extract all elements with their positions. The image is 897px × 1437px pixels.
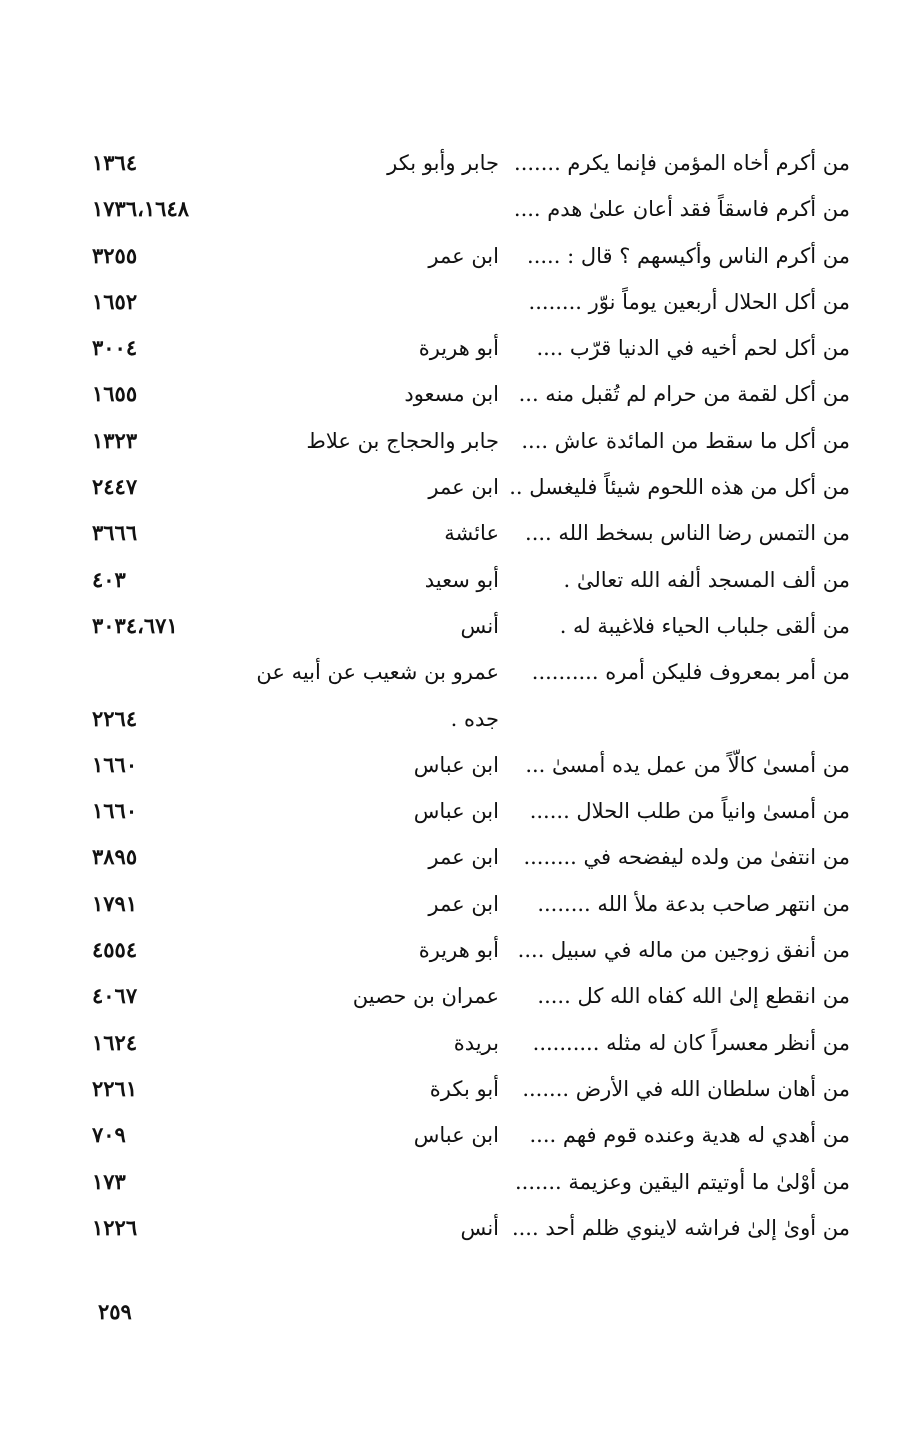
narrator-name: بريدة: [453, 1030, 499, 1055]
index-row: [0, 881, 897, 927]
narrator-name: ابن عباس: [413, 1123, 499, 1148]
narrator-name: جابر والحجاج بن علاط: [306, 428, 499, 453]
hadith-number: ٧٠٩: [92, 1122, 126, 1148]
narrator-name: ابن عباس: [413, 752, 499, 777]
narrator-name: ابن عمر: [428, 243, 499, 268]
narrator-name: ابن عمر: [428, 845, 499, 870]
hadith-text: من أكل لقمة من حرام لم تُقبل منه ...: [518, 382, 850, 407]
hadith-number: ١٣٢٣: [92, 427, 138, 453]
narrator-name: أنس: [460, 1215, 499, 1240]
hadith-number: ٣٦٦٦: [92, 520, 138, 546]
hadith-text: من ألف المسجد ألفه الله تعالىٰ .: [563, 567, 850, 592]
narrator-name: جابر وأبو بكر: [387, 151, 499, 175]
narrator-name: ابن مسعود: [404, 382, 499, 407]
hadith-number: ١٦٢٤: [92, 1029, 138, 1055]
narrator-name: أبو هريرة: [418, 336, 499, 361]
hadith-text: من أوىٰ إلىٰ فراشه لاينوي ظلم أحد ....: [511, 1215, 850, 1240]
index-row: [0, 371, 897, 417]
hadith-text: من أكل لحم أخيه في الدنيا قرّب ....: [536, 336, 850, 361]
hadith-text: من أهان سلطان الله في الأرض .......: [522, 1076, 850, 1101]
hadith-number: ١٦٦٠: [92, 798, 138, 824]
hadith-text: من أهدي له هدية وعنده قوم فهم ....: [529, 1123, 850, 1148]
hadith-number: ١٧٣٦،١٦٤٨: [92, 196, 190, 222]
narrator-name: جده .: [450, 706, 499, 731]
hadith-number: ٤٠٦٧: [92, 983, 138, 1009]
index-row: [0, 1112, 897, 1158]
narrator-name: ابن عمر: [428, 891, 499, 916]
index-row: [0, 1205, 897, 1251]
index-row: [0, 510, 897, 556]
narrator-name: أبو هريرة: [418, 938, 499, 963]
hadith-text: من أنظر معسراً كان له مثله ..........: [532, 1030, 850, 1055]
index-row: [0, 140, 897, 186]
index-row: [0, 742, 897, 788]
hadith-number: ١٦٥٥: [92, 381, 138, 407]
index-row: [0, 186, 897, 232]
index-row: [0, 325, 897, 371]
hadith-text: من أمسىٰ كالّاً من عمل يده أمسىٰ ...: [525, 752, 850, 777]
narrator-name: أبو سعيد: [424, 567, 499, 592]
hadith-text: من انتهر صاحب بدعة ملأ الله ........: [537, 891, 850, 916]
index-row: [0, 696, 897, 742]
hadith-number: ١٦٦٠: [92, 751, 138, 777]
narrator-name: عمران بن حصين: [352, 984, 499, 1009]
narrator-name: ابن عباس: [413, 799, 499, 824]
narrator-name: عائشة: [444, 521, 499, 546]
narrator-name: أبو بكرة: [429, 1076, 499, 1101]
index-row: [0, 1159, 897, 1205]
index-row: [0, 973, 897, 1019]
hadith-text: من أكرم الناس وأكيسهم ؟ قال : .....: [527, 243, 850, 268]
hadith-text: من أمسىٰ وانياً من طلب الحلال ......: [529, 799, 850, 824]
index-row: [0, 464, 897, 510]
hadith-text: من أكرم فاسقاً فقد أعان علىٰ هدم ....: [513, 197, 850, 222]
hadith-text: من أمر بمعروف فليكن أمره ..........: [531, 660, 850, 685]
hadith-number: ٣٨٩٥: [92, 844, 138, 870]
narrator-name: أنس: [460, 613, 499, 638]
hadith-text: من التمس رضا الناس بسخط الله ....: [525, 521, 850, 546]
hadith-number: ٢٢٦٤: [92, 705, 138, 731]
narrator-name: ابن عمر: [428, 475, 499, 500]
index-row: [0, 233, 897, 279]
index-row: [0, 649, 897, 695]
hadith-number: ١٢٢٦: [92, 1214, 138, 1240]
hadith-number: ٤٠٣: [92, 566, 126, 592]
index-row: [0, 1066, 897, 1112]
index-row: [0, 1020, 897, 1066]
hadith-index-table: [0, 140, 897, 1251]
hadith-number: ١٧٩١: [92, 890, 138, 916]
hadith-number: ١٦٥٢: [92, 288, 138, 314]
hadith-text: من انتفىٰ من ولده ليفضحه في ........: [523, 845, 850, 870]
hadith-number: ٣٠٣٤،٦٧١: [92, 612, 178, 638]
hadith-text: من أكل ما سقط من المائدة عاش ....: [521, 428, 850, 453]
index-row: [0, 557, 897, 603]
hadith-text: من انقطع إلىٰ الله كفاه الله كل .....: [537, 984, 850, 1009]
index-row: [0, 279, 897, 325]
hadith-number: ٣٢٥٥: [92, 242, 138, 268]
hadith-text: من أكل من هذه اللحوم شيئاً فليغسل ..: [509, 475, 850, 500]
hadith-number: ١٧٣: [92, 1168, 126, 1194]
hadith-number: ٤٥٥٤: [92, 937, 138, 963]
hadith-number: ٢٤٤٧: [92, 474, 138, 500]
hadith-number: ٢٢٦١: [92, 1075, 138, 1101]
index-row: [0, 927, 897, 973]
index-row: [0, 418, 897, 464]
hadith-text: من أوْلىٰ ما أوتيتم اليقين وعزيمة .......: [514, 1169, 850, 1194]
hadith-text: من أنفق زوجين من ماله في سبيل ....: [517, 938, 850, 963]
narrator-name: عمرو بن شعيب عن أبيه عن: [256, 660, 499, 685]
page-number: ٢٥٩: [98, 1299, 132, 1324]
hadith-number: ١٣٦٤: [92, 150, 138, 175]
index-row: [0, 603, 897, 649]
index-row: [0, 834, 897, 880]
hadith-text: من ألقى جلباب الحياء فلاغيبة له .: [559, 613, 850, 638]
hadith-number: ٣٠٠٤: [92, 335, 138, 361]
hadith-text: من أكل الحلال أربعين يوماً نوّر ........: [528, 289, 850, 314]
index-row: [0, 788, 897, 834]
hadith-text: من أكرم أخاه المؤمن فإنما يكرم .......: [514, 151, 850, 175]
